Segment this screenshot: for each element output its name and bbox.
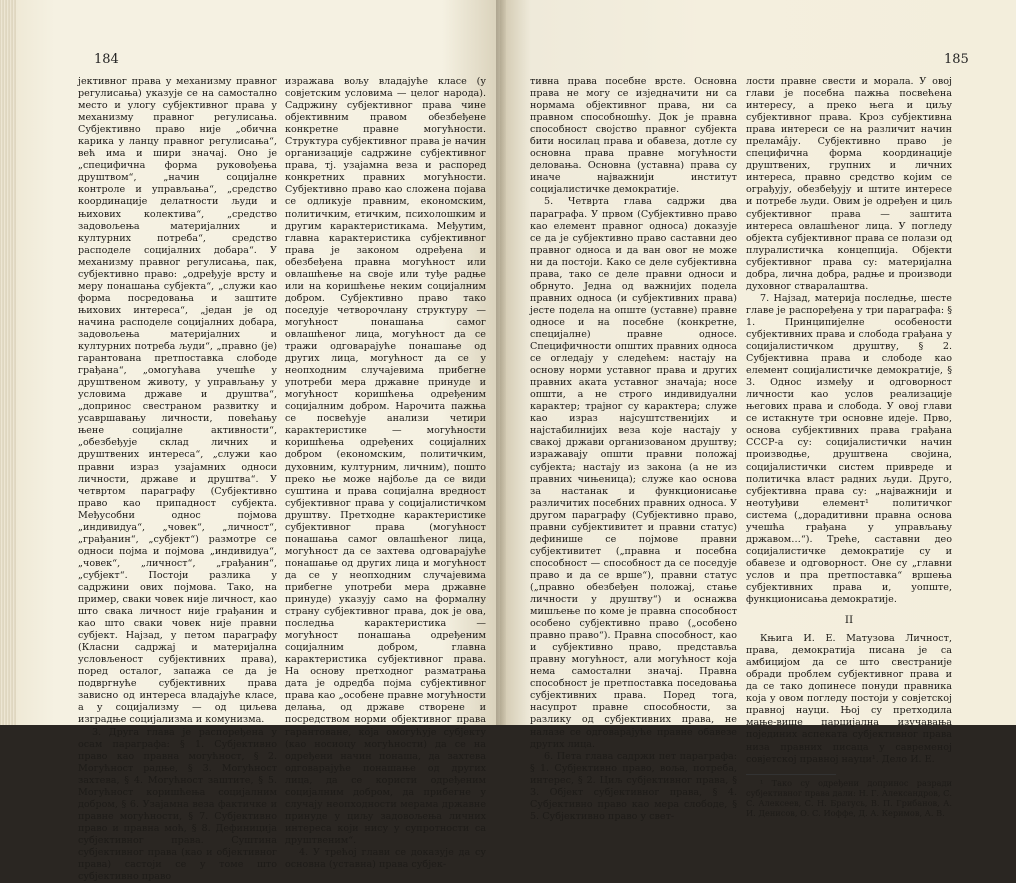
left-page-column-1 — [78, 76, 277, 883]
paragraph: 7. Најзад, материја последње, шесте главе је распоређена у три параграфа: § 1. Принципијелне особености субјективних права и слобода грађана у социјалистичком друштву, § 2. Субјективна права и слободе као елемент социјалистичке демократије, § 3. Однос између и одговорност личности као услов реализације његових права и слобода. У овој глави се истакнуте три основне идеје. Прво, основа субјективних права грађана СССР-а су: социјалистички начин производње, друштвена својина, социјалистички систем привреде и политичка власт радних људи. Друго, субјективна права су: „најважнији и неотуђиви елемент¹ политичког система („дорадитивни правна основа учешћа грађана у управљању државом…“). Треће, саставни део социјалистичке демократије су и обавезе и одговорност. Оне су „главни услов и пра претпоставка“ вршења субјективних права и, уопште, функционисања демократије. — [746, 292, 952, 606]
right-page — [500, 0, 1016, 822]
paragraph: Књига И. Е. Матузова Личност, права, демократија писана је са амбицијом да се што свестраније обради проблем субјективног права и да се тако допинесе понуди правника која у овом погледу постоји у совјетској правној науци. Њој су претходила мање-више парцијална изучавања појединих аспеката субјективног права низа правних писаца у савременој совјетској правној науци¹. Дело И. Е. — [746, 633, 952, 765]
page-number-left: 184 — [94, 52, 119, 67]
left-page-column-2 — [285, 76, 486, 871]
paragraph: 5. Четврта глава садржи два параграфа. У првом (Субјективно право као елемент правног односа) доказује се да је субјективно право саставни део правног односа и да ван овог не може ни да постоји. Како се деле субјективна права, тако се деле правни односи и обрнуто. Једна од важнијих подела правних односа (и субјективних права) јесте подела на опште (уставне) правне односе и на посебне (конкретне, специјалне) правне односе. Специфичности општих правних односа се огледају у следећем: настају на основу норми уставног права и других правних аката уставног значаја; носе општи, а не строго индивидуални карактер; трајног су карактера; служе као израз најсуштственијих и најстабилнијих веза које настају у свакој држави организованом друштву; изражавају општи правни положај субјекта; настају из закона (а не из правних чињеница); служе као основа за настанак и функционисање различитих посебних правних односа. У другом параграфу (Субјективно право, правни субјективитет и правни статус) дефинише се појмове правни субјективитет („правна и посебна способност — способност да се поседује право и да се врше“), правни статус („правно обезбеђен положај, стање личности у друштву“) и оснажва мишљење по коме је правна способност особено субјективно право („особено правно право“). Правна способност, као и субјективно право, представља правну могућност, али могућност која нема самостални значај. Правна способност је претпоставка поседовања субјективних права. Поред тога, насупрот правне способности, за разлику од субјективних права, не налазе се одговарајуће правне обавезе других лица. — [530, 196, 737, 750]
footnote: ¹ Тако су одређени допринос разради субјективног права дали: Н. Г. Александров, С. С. Алексеев, С. Н. Братусь, В. П. Грибанов, А. И. Денисов, О. С. Иоффе, Д. А. Керимов, А. В. — [746, 777, 952, 818]
paragraph: 4. У трећој глави се доказује да су основна (уставна) права субјек- — [285, 847, 486, 871]
left-page — [16, 0, 500, 883]
book-gutter — [496, 0, 506, 725]
section-heading: II — [844, 614, 854, 627]
right-page-column-2 — [746, 76, 952, 818]
page-edges — [0, 0, 16, 725]
paragraph: јективног права у механизму правног регулисања) указује се на самостално место и улогу субјективног права у механизму правног регулисања. Субјективно право није „обична карика у ланцу правног регулисања“, већ има и шири значај. Оно је „специфична форма руковођења друштвом“, „начин социјалне контроле и управљања“, „средство координације делатности људи и њихових колектива“, „средство задовољења материјалних и културних потреба“, средство расподеле социјалних добара“. У механизму правног регулисања, пак, субјективно право: „одређује врсту и меру понашања субјекта“, „служи као форма посредовања и заштите њихових интереса“, „један је од начина расподеле социјалних добара, задовољења материјалних и културних потреба људи“, „правно (је) гарантована претпоставка слободе грађана“, „омогућава учешће у друштвеном животу, у управљању у условима државе и друштва“, „допринос свестраном развитку и усавршавању личности, повећању њене социјалне активности“, „обезбеђује склад личних и друштвених интереса“, „служи као правни израз узајамних односи личности, државе и друштва“. У четвртом параграфу (Субјективно право као припадност субјекта. Међусобни однос појмова „индивидуа“, „човек“, „личност“, „грађанин“, „субјект“) размотре се односи појма и појмова „индивидуа“, „човек“, „личност“, „грађанин“, „субјект“. Постоји разлика у садржини ових појмова. Тако, на пример, сваки човек није личност, као што свака личност није грађанин и као што сваки човек није правни субјект. Најзад, у петом параграфу (Класни садржај и материјална условљеност субјективних права), поред осталог, запажа се да је подвргнуће субјективних права зависно од интереса владајуће класе, а у социјализму — од циљева изградње социјализма и комунизма. — [78, 76, 277, 726]
page-number-right: 185 — [944, 52, 969, 67]
paragraph: изражава вољу владајуће класе (у совјетским условима — целог народа). Садржину субјективног права чине објективним правом обезбеђене конкретне правне могућности. Структура субјективног права је начин организације садржине субјективног права, тј. узајамна веза и распоред конкретних правних могућности. Субјективно право као сложена појава се одликује правним, економским, политичким, етичким, психолошким и другим карактеристикама. Међутим, главна карактеристика субјективног права је законом одређена и обезбеђена правна могућност или овлашћење на своје или туђе радње или на коришћење неким социјалним добром. Субјективно право тако поседује четворочлану структуру — могућност понашања самог овлашћеног лица, могућност да се тражи одговарајуће понашање од других лица, могућност да се у неопходним случајевима прибегне употреби мера државне принуде и могућност коришћења одређеним социјалним добром. Нарочита пажња се посвећује анализи четири карактеристике — могућности коришћења одређених социјалних добром (економским, политичким, духовним, културним, личним), пошто преко ње може најбоље да се види суштина и права социјална вредност субјективног права у социјалистичком друштву. Претходне карактеристике субјективног права (могућност понашања самог овлашћеног лица, могућност да се захтева одговарајуће понашање од других лица и могућност да се у неопходним случајевима прибегне употреби мера државне принуде) указују само на формалну страну субјективног права, док је ова, последња карактеристика — могућност понашања одређеним социјалним добром, главна карактеристика субјективног права. На основу претходног разматрања дата је одредба појма субјективног права као „особене правне могућности делања, од државе створене и посредством норми објективног права гарантоване, која омогућује субјекту (као носиоцу могућности) да се на одређени начин понаша, да захтева одговарајуће понашање од других лица, да се користи одређеним социјалним добром, да прибегне у случају неопходности мерама државне принуде у циљу задовољења личних интереса који нису у супротности са друштвеним“. — [285, 76, 486, 846]
paragraph: 6. Пета глава садржи пет параграфа: § 1. Субјективно право, воља, потреба, интерес, § 2. Циљ субјективног права, § 3. Објект субјективног права, § 4. Субјективно право као мера слободе, § 5. Субјективно право у свет- — [530, 750, 737, 822]
paragraph: 3. Друга глава је распоређена у осам параграфа: § 1. Субјективно право као правна могућност, § 2. Могућност радње, § 3. Могућност захтева, § 4. Могућност заштите, § 5. Могућност коришћења социјалним добром, § 6. Узајамна веза фактичке и правне могућности, § 7. Субјективно право и правна моћ, § 8. Дефиниција субјективног права. Суштина субјективног права (као и објективног права) састоји се у томе што субјективно право — [78, 726, 277, 883]
paragraph: лости правне свести и морала. У овој глави је посебна пажња посвећена интересу, а преко њега и циљу субјективног права. Кроз субјективна права интереси се на различит начин прелама̂ју. Субјективно право је специфична форма координације друштвених, групних и личних интереса, правно средство којим се ограђују, обезбеђују и штите интересе и потребе људи. Овим је одређен и циљ субјективног права — заштита интереса овлашћеног лица. У погледу објекта субјективног права се полази од плуралистичка концепција. Објекти субјективног права су: материјална добра, лична добра, радње и производи духовног стваралаштва. — [746, 76, 952, 292]
paragraph: тивна права посебне врсте. Основна права не могу се изједначити ни са нормама објективног права, ни са правном способношћу. Док је правна способност својство правног субјекта бити носилац права и обавеза, дотле су основна права правне могућности деловања. Основна (уставна) права су иначе најважнији институт социјалистичке демократије. — [530, 76, 737, 196]
right-page-column-1 — [530, 76, 737, 823]
footnote-divider — [746, 774, 836, 775]
